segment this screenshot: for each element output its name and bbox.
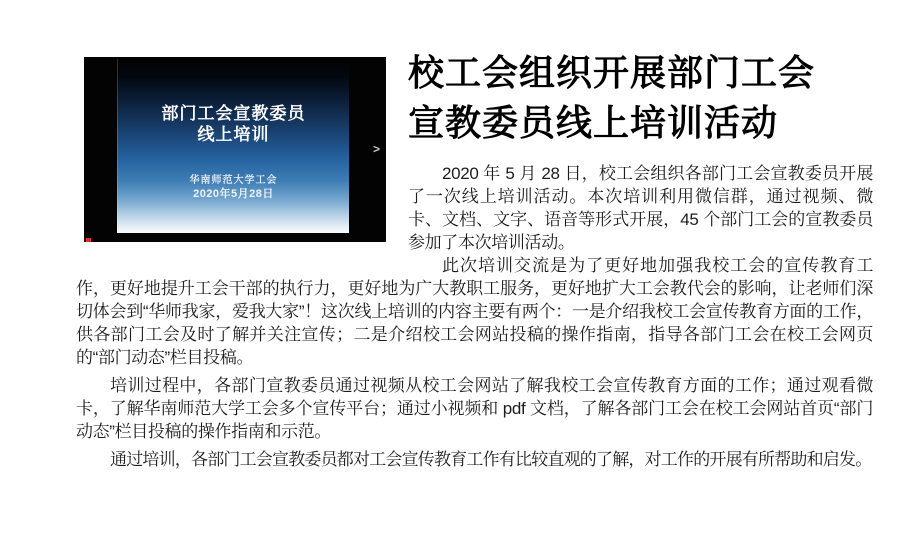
record-dot	[86, 238, 91, 242]
article-paragraph-3: 培训过程中，各部门宣教委员通过视频从校工会网站了解我校工会宣传教育方面的工作；通过观看微卡，了解华南师范大学工会多个宣传平台；通过小视频和 pdf 文档，了解各部门工会在校工会网站首页“部门动态”栏目投稿的操作指南和示范。	[76, 376, 873, 441]
slide-title	[118, 103, 349, 145]
article-paragraph-2: 此次培训交流是为了更好地加强我校工会的宣传教育工作，更好地提升工会干部的执行力，更好地为广大教职工服务，更好地扩大工会教代会的影响，让老师们深切体会到“华师我家，爱我大家”！这次线上培训的内容主要有两个：一是介绍我校工会宣传教育方面的工作，供各部门工会及时了解并关注宣传；二是介绍校工会网站投稿的操作指南，指导各部门工会在校工会网页的“部门动态”栏目投稿。	[76, 256, 873, 367]
next-arrow-icon[interactable]: >	[372, 142, 380, 156]
slide-organization: 华南师范大学工会	[189, 175, 278, 186]
slide-background	[117, 59, 349, 233]
article-paragraph-1: 2020 年 5 月 28 日，校工会组织各部门工会宣教委员开展了一次线上培训活动。本次培训利用微信群，通过视频、微卡、文档、文字、语音等形式开展，45 个部门工会的宣教委员参加了本次培训活动。	[408, 164, 873, 252]
title-line-1: 校工会组织开展部门工会	[408, 52, 816, 93]
training-video-screenshot[interactable]	[84, 57, 386, 242]
slide-title-line-2: 线上培训	[197, 125, 270, 144]
article-paragraph-4: 通过培训，各部门工会宣教委员都对工会宣传教育工作有比较直观的了解，对工作的开展有所帮助和启发。	[110, 450, 872, 469]
title-line-2: 宣教委员线上培训活动	[408, 102, 779, 143]
slide-date: 2020年5月28日	[193, 188, 274, 200]
slide-title-line-1: 部门工会宣教委员	[161, 104, 306, 123]
